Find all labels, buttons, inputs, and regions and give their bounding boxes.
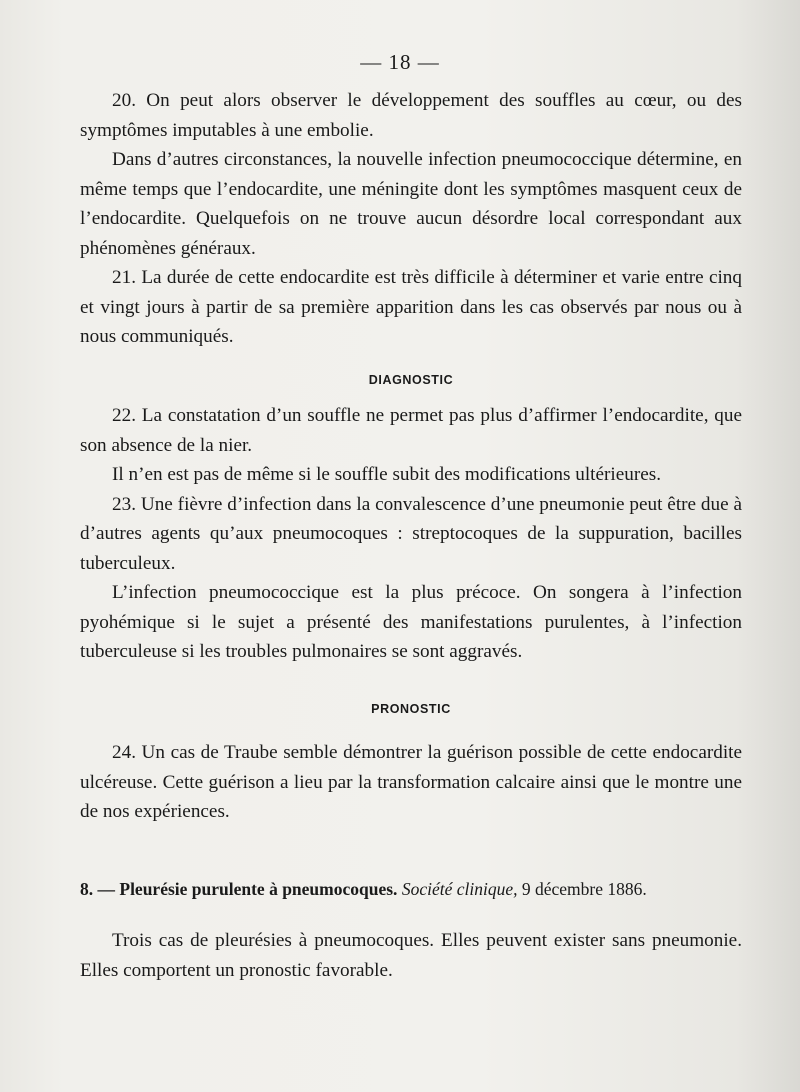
- paragraph-modifications: Il n’en est pas de même si le souffle subit des modifications ultérieures.: [112, 464, 662, 485]
- paragraph-pleuresies: Trois cas de pleurésies à pneumocoques. Elles peuvent exister sans pneumonie. Elles comportent un pronostic favorable.: [80, 930, 742, 981]
- paragraph-21: 21. La durée de cette endocardite est très difficile à déterminer et varie entre cinq et vingt jours à partir de sa première apparition dans les cas observés par nous ou à nous communiqués.: [80, 267, 742, 347]
- paragraph-infection: L’infection pneumococcique est la plus précoce. On songera à l’infection pyohémique si le sujet a présenté des manifestations purulentes, à l’infection tuberculeuse si les troubles pulmonaires se sont aggravés.: [80, 582, 742, 662]
- paragraph-23: 23. Une fièvre d’infection dans la convalescence d’une pneumonie peut être due à d’autres agents qu’aux pneumocoques : streptocoques de la suppuration, bacilles tuberculeux.: [80, 493, 742, 574]
- section-heading-diagnostic: DIAGNOSTIC: [368, 372, 454, 387]
- publication-entry: [80, 875, 742, 905]
- page-number: — 18 —: [360, 50, 440, 74]
- publication-number: 8. —: [80, 878, 115, 899]
- publication-title: Pleurésie purulente à pneumocoques.: [119, 878, 398, 899]
- section-heading-pronostic: PRONOSTIC: [371, 701, 451, 716]
- paragraph-20: 20. On peut alors observer le développement des souffles au cœur, ou des symptômes imputables à une embolie.: [80, 90, 742, 141]
- body-text: [80, 86, 742, 985]
- publication-journal: Société clinique,: [401, 878, 518, 899]
- publication-date: 9 décembre 1886.: [521, 878, 647, 899]
- paragraph-24: 24. Un cas de Traube semble démontrer la guérison possible de cette endocardite ulcéreuse. Cette guérison a lieu par la transformation calcaire ainsi que le montre une de nos expériences.: [80, 742, 742, 822]
- paragraph-circumstances: Dans d’autres circonstances, la nouvelle infection pneumococcique détermine, en même temps que l’endocardite, une méningite dont les symptômes masquent ceux de l’endocardite. Quelquefois on ne trouve aucun désordre local correspondant aux phénomènes généraux.: [80, 149, 742, 259]
- paragraph-22: 22. La constatation d’un souffle ne permet pas plus d’affirmer l’endocardite, que son absence de la nier.: [80, 405, 742, 456]
